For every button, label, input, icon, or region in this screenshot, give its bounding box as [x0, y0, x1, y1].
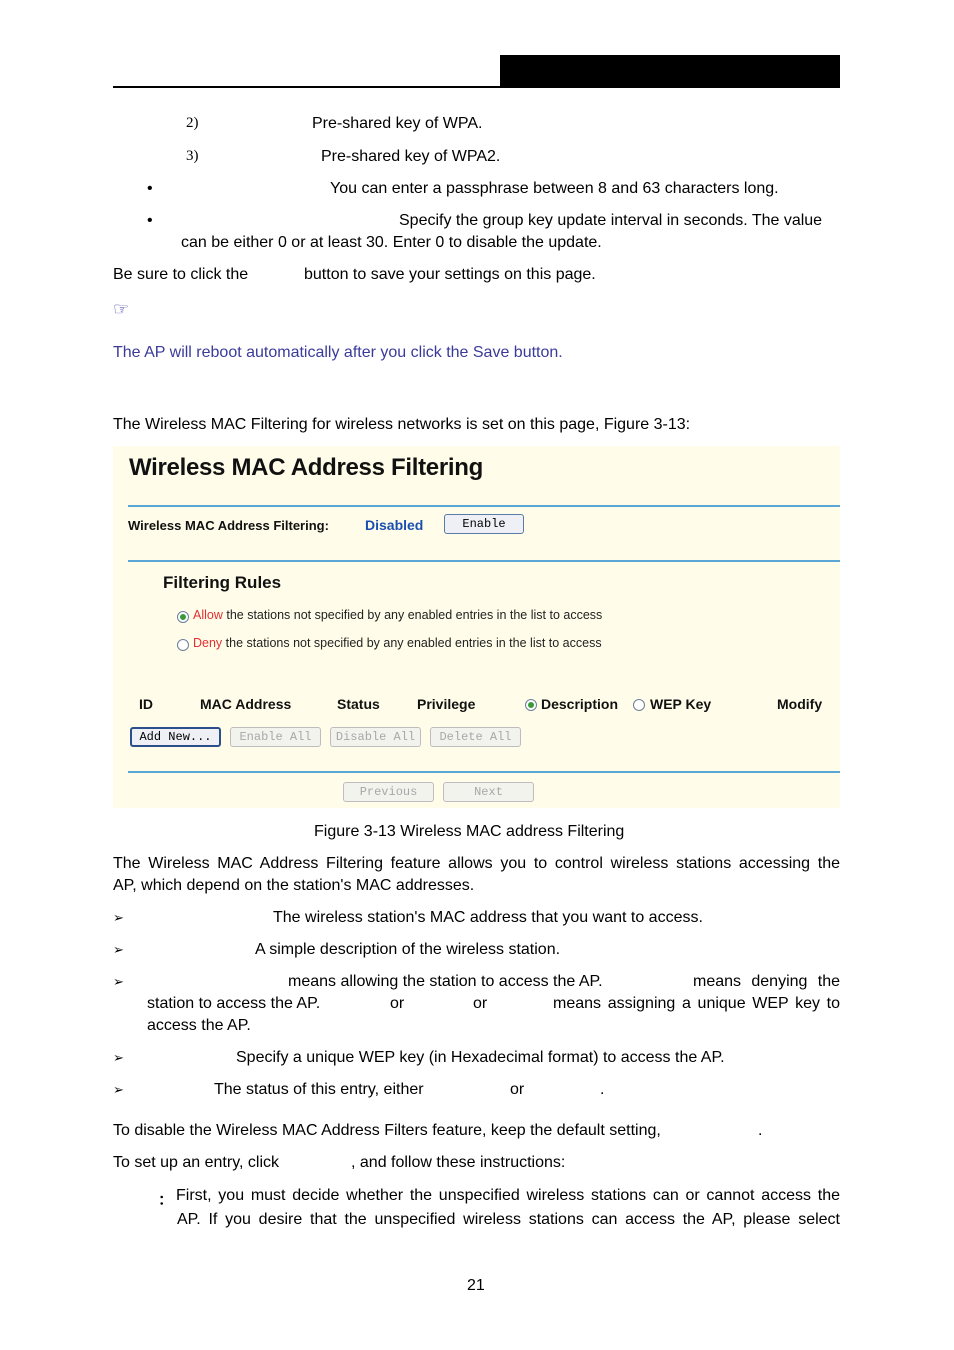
divider [128, 771, 840, 773]
disable-all-button[interactable]: Disable All [330, 727, 421, 747]
allow-rule-text [193, 608, 602, 622]
intro-text: The Wireless MAC Filtering for wireless networks is set on this page, Figure 3-13: [113, 416, 691, 433]
figure-screenshot [113, 446, 840, 808]
arrow-bullet-icon: ➢ [113, 942, 124, 957]
column-description: Description [541, 696, 619, 712]
step-text: AP. If you desire that the unspecified wireless stations can access the AP, please select [177, 1211, 840, 1228]
filtering-status: Disabled [365, 517, 424, 533]
step-text: First, you must decide whether the unspecified wireless stations can or cannot access the [176, 1187, 840, 1204]
allow-radio[interactable] [177, 611, 189, 623]
wep-key-radio[interactable] [633, 699, 645, 711]
header-rule [113, 86, 840, 88]
bullet-text: Specify the group key update interval in seconds. The value [399, 212, 823, 229]
arrow-bullet-icon: ➢ [113, 974, 124, 989]
arrow-bullet-icon: ➢ [113, 910, 124, 925]
arrow-bullet-icon: ➢ [113, 1050, 124, 1065]
arrow-item-text: A simple description of the wireless station. [255, 941, 561, 958]
list-item-text: Pre-shared key of WPA2. [321, 148, 501, 165]
bullet-dot: • [147, 180, 153, 197]
list-number: 2) [186, 115, 199, 131]
allow-word: Allow [193, 608, 223, 622]
pointing-hand-icon: ☞ [113, 299, 130, 319]
arrow-item-text: or [473, 995, 488, 1012]
list-item-text: Pre-shared key of WPA. [312, 115, 483, 132]
bullet-text: You can enter a passphrase between 8 and 63 characters long. [330, 180, 779, 197]
bullet-text: can be either 0 or at least 30. Enter 0 to disable the update. [181, 234, 602, 251]
list-number: 3) [186, 148, 199, 164]
column-wep-key: WEP Key [650, 696, 712, 712]
header-bar [500, 55, 840, 88]
arrow-item-text: station to access the AP. [147, 995, 321, 1012]
deny-rule-rest: the stations not specified by any enabled entries in the list to access [225, 636, 602, 650]
arrow-item-text: or [510, 1081, 525, 1098]
previous-button[interactable]: Previous [343, 782, 434, 802]
arrow-item-text: means denying the [693, 973, 840, 990]
paragraph-line: To disable the Wireless MAC Address Filters feature, keep the default setting, [113, 1122, 661, 1139]
step-colon: ： [158, 1192, 175, 1209]
arrow-item-text: access the AP. [147, 1017, 251, 1034]
description-radio[interactable] [525, 699, 537, 711]
save-sentence-start: Be sure to click the [113, 266, 249, 283]
deny-word: Deny [193, 636, 223, 650]
arrow-item-text: means allowing the station to access the AP. [288, 973, 603, 990]
save-sentence-end: button to save your settings on this page. [304, 266, 596, 283]
allow-rule-rest: the stations not specified by any enabled entries in the list to access [226, 608, 603, 622]
filtering-label: Wireless MAC Address Filtering: [128, 518, 329, 533]
column-mac-address: MAC Address [200, 696, 292, 712]
arrow-item-text: or [390, 995, 405, 1012]
arrow-item-text: means assigning a unique WEP key to [553, 995, 840, 1012]
enable-all-button[interactable]: Enable All [230, 727, 321, 747]
next-button[interactable]: Next [443, 782, 534, 802]
paragraph-line: AP, which depend on the station's MAC addresses. [113, 877, 475, 894]
paragraph-line: The Wireless MAC Address Filtering feature allows you to control wireless stations accessing the [113, 855, 840, 872]
paragraph-line: , and follow these instructions: [351, 1154, 566, 1171]
column-modify: Modify [777, 696, 823, 712]
divider [128, 505, 840, 507]
figure-title: Wireless MAC Address Filtering [129, 454, 483, 481]
deny-radio[interactable] [177, 639, 189, 651]
deny-rule-text [193, 636, 602, 650]
arrow-item-text: Specify a unique WEP key (in Hexadecimal format) to access the AP. [236, 1049, 725, 1066]
paragraph-end: . [758, 1122, 763, 1139]
filtering-rules-heading: Filtering Rules [163, 573, 282, 592]
page-number: 21 [467, 1277, 485, 1294]
arrow-item-text: The wireless station's MAC address that you want to access. [273, 909, 703, 926]
paragraph-line: To set up an entry, click [113, 1154, 279, 1171]
arrow-item-text: . [600, 1081, 605, 1098]
figure-caption: Figure 3-13 Wireless MAC address Filtering [314, 823, 625, 840]
column-status: Status [337, 696, 380, 712]
enable-button[interactable]: Enable [444, 514, 524, 534]
bullet-dot: • [147, 212, 153, 229]
arrow-item-text: The status of this entry, either [214, 1081, 424, 1098]
column-id: ID [139, 696, 153, 712]
add-new-button[interactable]: Add New... [130, 727, 221, 747]
arrow-bullet-icon: ➢ [113, 1082, 124, 1097]
column-privilege: Privilege [417, 696, 476, 712]
divider [128, 560, 840, 562]
delete-all-button[interactable]: Delete All [430, 727, 521, 747]
note-text: The AP will reboot automatically after you click the Save button. [113, 344, 563, 361]
